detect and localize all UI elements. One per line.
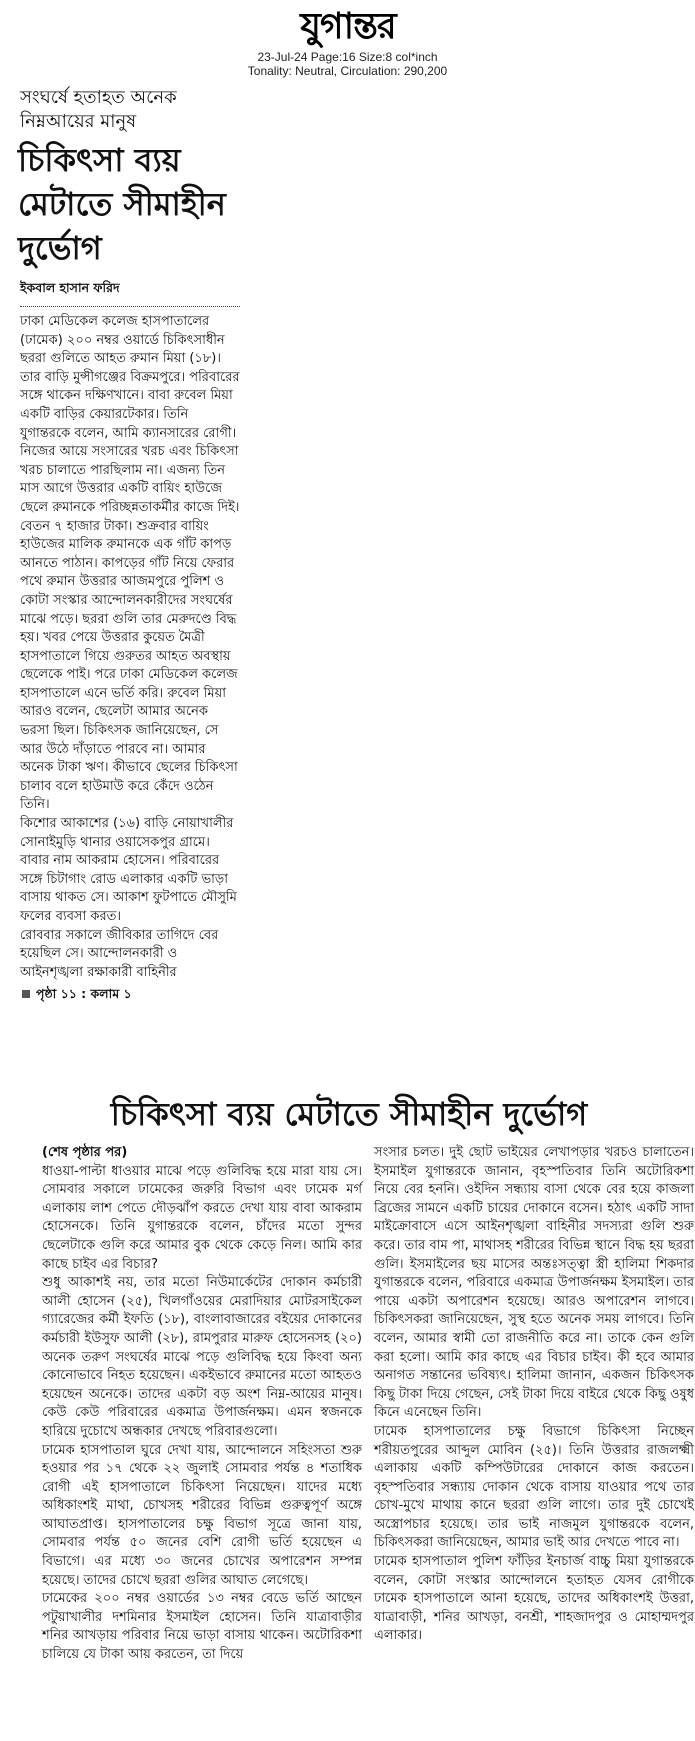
clip-meta-date-page: 23-Jul-24 Page:16 Size:8 col*inch [257,50,438,64]
jump-text: পৃষ্ঠা ১১ : কলাম ১ [36,986,132,1002]
article-byline: ইকবাল হাসান ফরিদ [20,280,120,295]
continued-article [14,1092,694,1732]
continued-on-jump [22,986,246,1006]
logo-text: যুগান্তর [300,6,396,47]
body-paragraph: কিশোর আকাশের (১৬) বাড়ি নোয়াখালীর সোনাইমুড়ি থানার ওয়াসেকপুর গ্রামে। বাবার নাম আকরাম হোসেন। পরিবারের সঙ্গে চিটাগাং রোড এলাকার একটি ভাড়া বাসায় থাকত সে। আকাশ ফুটপাতে মৌসুমি ফলের ব্যবসা করত। [20,816,237,924]
body-paragraph: সংসার চলত। দুই ছোট ভাইয়ের লেখাপড়ার খরচও চালাতেন। ইসমাইল যুগান্তরকে জানান, বৃহস্পতিবার তিনি অটোরিকশা নিয়ে বের হননি। ওইদিন সন্ধ্যায় বাসা থেকে বের হয়ে কাজলা ব্রিজের সামনে একটি চায়ের দোকানে বসেন। হঠাৎ একটি সাদা মাইক্রোবাসে এসে আইনশৃঙ্খলা বাহিনীর সদস্যরা গুলি শুরু করে। তার বাম পা, মাথাসহ শরীরের বিভিন্ন স্থানে বিদ্ধ হয় ছররা গুলি। ইসমাইলের ছয় মাসের অন্তঃসত্ত্বা স্ত্রী হালিমা শিকদার যুগান্তরকে বলেন, পরিবারে একমাত্র উপার্জনক্ষম ইসমাইল। তার পায়ে একটা অপারেশন হয়েছে। আরও অপারেশন লাগবে। চিকিৎসকরা জানিয়েছেন, সুস্থ হতে অনেক সময় লাগবে। তিনি বলেন, আমার স্বামী তো রাজনীতি করে না। তাকে কেন গুলি করা হলো। আমি কার কাছে এর বিচার চাইব। কী হবে আমার অনাগত সন্তানের ভবিষ্যৎ। হালিমা জানান, একজন চিকিৎসক কিছু টাকা দিয়ে গেছেন, সেই টাকা দিয়ে বাইরে থেকে কিছু ওষুধ কিনে এনেছেন তিনি। [374,1145,694,1421]
continued-label: (শেষ পৃষ্ঠার পর) [42,1145,128,1160]
right-column [374,1144,694,1646]
article-body [20,313,240,982]
square-bullet-icon [22,990,30,998]
body-paragraph: রোববার সকালে জীবিকার তাগিদে বের হয়েছিল সে। আন্দোলনকারী ও আইনশৃঙ্খলা রক্ষাকারী বাহিনীর [20,927,219,980]
body-paragraph: ঢামেক হাসপাতালের চক্ষু বিভাগে চিকিৎসা নিচ্ছেন শরীয়তপুরের আব্দুল মোবিন (২৫)। তিনি উত্তরার রাজলক্ষ্মী এলাকায় একটি কম্পিউটারের দোকানে কাজ করতেন। বৃহস্পতিবার সন্ধ্যায় দোকান থেকে বাসায় যাওয়ার পথে তার চোখ-মুখে মাথায় কানে ছররা গুলি লাগে। তার দুই চোখেই অস্ত্রোপচার হয়েছে। তার ভাই নাজমুল যুগান্তরকে বলেন, চিকিৎসকরা জানিয়েছেন, আমার ভাই আর দেখতে পাবে না। [374,1423,694,1551]
newspaper-logo [250,4,446,50]
article-kicker: সংঘর্ষে হতাহত অনেক নিম্নআয়ের মানুষ [20,87,177,132]
body-paragraph: ঢামেক হাসপাতাল ঘুরে দেখা যায়, আন্দোলনে সহিংসতা শুরু হওয়ার পর ১৭ থেকে ২২ জুলাই সোমবার পর্যন্ত ৪ শতাধিক রোগী এই হাসপাতালে চিকিৎসা নিয়েছেন। যাদের মধ্যে অধিকাংশই মাথা, চোখসহ শরীরের বিভিন্ন গুরুত্বপূর্ণ অঙ্গে আঘাতপ্রাপ্ত। হাসপাতালের চক্ষু বিভাগ সূত্রে জানা যায়, সোমবার পর্যন্ত ৫০ জনের বেশি রোগী ভর্তি হয়েছেন এ বিভাগে। এর মধ্যে ৩০ জনের চোখের অপারেশন সম্পন্ন হয়েছে। তাদের চোখে ছররা গুলির আঘাত লেগেছে। [42,1442,362,1588]
clip-meta-tonality: Tonality: Neutral, Circulation: 290,200 [247,64,448,78]
front-page-article [14,86,246,1066]
article-headline: চিকিৎসা ব্যয় মেটাতে সীমাহীন দুর্ভোগ [18,141,226,267]
body-paragraph: ঢাকা মেডিকেল কলেজ হাসপাতালের (ঢামেক) ২০০ নম্বর ওয়ার্ডে চিকিৎসাধীন ছররা গুলিতে আহত রুমান মিয়া (১৮)। তার বাড়ি মুন্সীগঞ্জের বিক্রমপুরে। পরিবারের সঙ্গে থাকেন দক্ষিণখানে। বাবা রুবেল মিয়া একটি বাড়ির কেয়ারটেকার। তিনি যুগান্তরকে বলেন, আমি ক্যানসারের রোগী। নিজের আয়ে সংসারের খরচ এবং চিকিৎসা খরচ চালাতে পারছিলাম না। এজন্য তিন মাস আগে উত্তরার একটি বায়িং হাউজে ছেলে রুমানকে পরিচ্ছন্নতাকর্মীর কাজে দিই। বেতন ৭ হাজার টাকা। শুক্রবার বায়িং হাউজের মালিক রুমানকে এক গাঁট কাপড় আনতে পাঠান। কাপড়ের গাঁট নিয়ে ফেরার পথে রুমান উত্তরার আজমপুরে পুলিশ ও কোটা সংস্কার আন্দোলনকারীদের সংঘর্ষের মাঝে পড়ে। ছররা গুলি তার মেরুদণ্ডে বিদ্ধ হয়। খবর পেয়ে উত্তরার কুয়েত মৈত্রী হাসপাতালে গিয়ে গুরুতর আহত অবস্থায় ছেলেকে পাই। পরে ঢাকা মেডিকেল কলেজ হাসপাতালে এনে ভর্তি করি। রুবেল মিয়া আরও বলেন, ছেলেটা আমার অনেক ভরসা ছিল। চিকিৎসক জানিয়েছেন, সে আর উঠে দাঁড়াতে পারবে না। আমার অনেক টাকা ঋণ। কীভাবে ছেলের চিকিৎসা চালাব বলে হাউমাউ করে কেঁদে ওঠেন তিনি। [20,314,240,813]
continued-headline: চিকিৎসা ব্যয় মেটাতে সীমাহীন দুর্ভোগ [110,1095,588,1133]
body-paragraph: শুধু আকাশই নয়, তার মতো নিউমার্কেটের দোকান কর্মচারী আলী হোসেন (২৫), খিলগাঁওয়ের মেরাদিয়ার মোটরসাইকেল গ্যারেজের কর্মী ইফতি (১৮), বাংলাবাজারের বইয়ের দোকানের কর্মচারী ইউসুফ আলী (২৮), রামপুরার মারুফ হোসেনসহ (২০) অনেক তরুণ সংঘর্ষের মাঝে পড়ে গুলিবিদ্ধ হয়ে কিংবা অন্য কোনোভাবে নিহত হয়েছেন। একইভাবে রুমানের মতো আহতও হয়েছেন অনেকে। তাদের একটা বড় অংশ নিম্ন-আয়ের মানুষ। কেউ কেউ পরিবারের একমাত্র উপার্জনক্ষম। এমন স্বজনকে হারিয়ে দুচোখে অন্ধকার দেখছে পরিবারগুলো। [42,1275,362,1439]
byline-divider [20,306,240,307]
left-column [42,1144,362,1665]
body-paragraph: ঢামেকের ২০০ নম্বর ওয়ার্ডের ১৩ নম্বর বেডে ভর্তি আছেন পটুয়াখালীর দশমিনার ইসমাইল হোসেন। তিনি যাত্রাবাড়ীর শনির আখড়ায় পরিবার নিয়ে ভাড়া বাসায় থাকেন। অটোরিকশা চালিয়ে যে টাকা আয় করতেন, তা দিয়ে [42,1591,362,1663]
body-paragraph: ধাওয়া-পাল্টা ধাওয়ার মাঝে পড়ে গুলিবিদ্ধ হয়ে মারা যায় সে। সোমবার সকালে ঢামেকের জরুরি বিভাগ এবং ঢামেক মর্গ এলাকায় লাশ পেতে দৌড়ঝাঁপ করতে দেখা যায় বাবা আকরাম হোসেনকে। তিনি যুগান্তরকে বলেন, চাঁদের মতো সুন্দর ছেলেটাকে গুলি করে আমার বুক থেকে কেড়ে নিল। আমি কার কাছে চাইব এর বিচার? [42,1163,362,1272]
body-paragraph: ঢামেক হাসপাতাল পুলিশ ফাঁড়ির ইনচার্জ বাচ্চু মিয়া যুগান্তরকে বলেন, কোটা সংস্কার আন্দোলনে হতাহত যেসব রোগীকে ঢামেক হাসপাতালে আনা হয়েছে, তাদের অধিকাংশই উত্তরা, যাত্রাবাড়ী, শনির আখড়া, বনশ্রী, শাহজাদপুর ও মোহাম্মদপুর এলাকার। [374,1554,694,1644]
